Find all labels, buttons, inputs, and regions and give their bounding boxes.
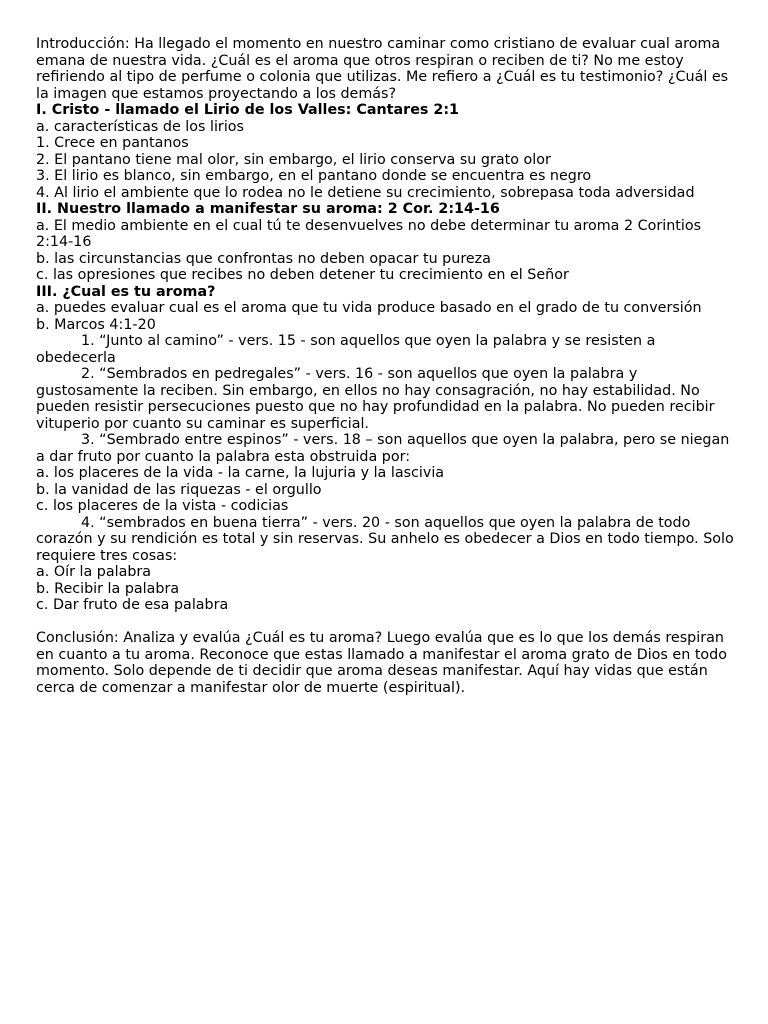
- section2-item: a. El medio ambiente en el cual tú te desenvuelves no debe determinar tu aroma 2 Corintios 2:14-16: [36, 217, 702, 250]
- section1-item: 3. El lirio es blanco, sin embargo, en el pantano donde se encuentra es negro: [36, 168, 592, 184]
- section1-item: 4. Al lirio el ambiente que lo rodea no le detiene su crecimiento, sobrepasa toda adversidad: [36, 184, 695, 201]
- section2-heading: II. Nuestro llamado a manifestar su aroma: 2 Cor. 2:14-16: [36, 201, 500, 217]
- marcos-point-4: 4. “sembrados en buena tierra” - vers. 20 - son aquellos que oyen la palabra de todo corazón y su rendición es total y sin reservas. Su anhelo es obedecer a Dios en todo tiempo. Solo requiere tres cosas:: [36, 514, 734, 564]
- section3-item-b: b. Marcos 4:1-20: [36, 316, 156, 333]
- marcos-point-3: 3. “Sembrado entre espinos” - vers. 18 – son aquellos que oyen la palabra, pero se niegan a dar fruto por cuanto la palabra esta obstruida por:: [36, 432, 730, 465]
- section3-item-a: a. puedes evaluar cual es el aroma que tu vida produce basado en el grado de tu conversión: [36, 300, 702, 316]
- point4-subitem: a. Oír la palabra: [36, 564, 152, 580]
- point4-subitem: c. Dar fruto de esa palabra: [36, 597, 229, 613]
- document-page: [36, 36, 736, 696]
- section2-item: b. las circunstancias que confrontas no deben opacar tu pureza: [36, 250, 491, 267]
- marcos-point-2: 2. “Sembrados en pedregales” - vers. 16 - son aquellos que oyen la palabra y gustosamente la reciben. Sin embargo, en ellos no hay consagración, no hay estabilidad. No pueden resistir persecuciones puesto que no hay profundidad en la palabra. No pueden recibir vituperio por cuanto su caminar es superficial.: [36, 366, 715, 432]
- point3-subitem: c. los placeres de la vista - codicias: [36, 498, 289, 514]
- section1-heading: I. Cristo - llamado el Lirio de los Valles: Cantares 2:1: [36, 102, 459, 118]
- section3-heading: III. ¿Cual es tu aroma?: [36, 283, 216, 300]
- intro-paragraph: Introducción: Ha llegado el momento en nuestro caminar como cristiano de evaluar cual aroma emana de nuestra vida. ¿Cuál es el aroma que otros respiran o reciben de ti? No me estoy refiriendo al tipo de perfume o colonia que utilizas. Me refiero a ¿Cuál es tu testimonio? ¿Cuál es la imagen que estamos proyectando a los demás?: [36, 36, 729, 102]
- conclusion-paragraph: Conclusión: Analiza y evalúa ¿Cuál es tu aroma? Luego evalúa que es lo que los demás respiran en cuanto a tu aroma. Reconoce que estas llamado a manifestar el aroma grato de Dios en todo momento. Solo depende de ti decidir que aroma deseas manifestar. Aquí hay vidas que están cerca de comenzar a manifestar olor de muerte (espiritual).: [36, 630, 727, 696]
- point3-subitem: a. los placeres de la vida - la carne, la lujuria y la lascivia: [36, 465, 445, 481]
- section2-item: c. las opresiones que recibes no deben detener tu crecimiento en el Señor: [36, 267, 569, 283]
- section1-item: 1. Crece en pantanos: [36, 135, 189, 151]
- marcos-point-1: 1. “Junto al camino” - vers. 15 - son aquellos que oyen la palabra y se resisten a obedecerla: [36, 333, 656, 366]
- section1-item: 2. El pantano tiene mal olor, sin embargo, el lirio conserva su grato olor: [36, 151, 551, 168]
- point3-subitem: b. la vanidad de las riquezas - el orgullo: [36, 481, 322, 498]
- section1-item: a. características de los lirios: [36, 118, 244, 135]
- blank-line: [36, 614, 736, 631]
- point4-subitem: b. Recibir la palabra: [36, 580, 180, 597]
